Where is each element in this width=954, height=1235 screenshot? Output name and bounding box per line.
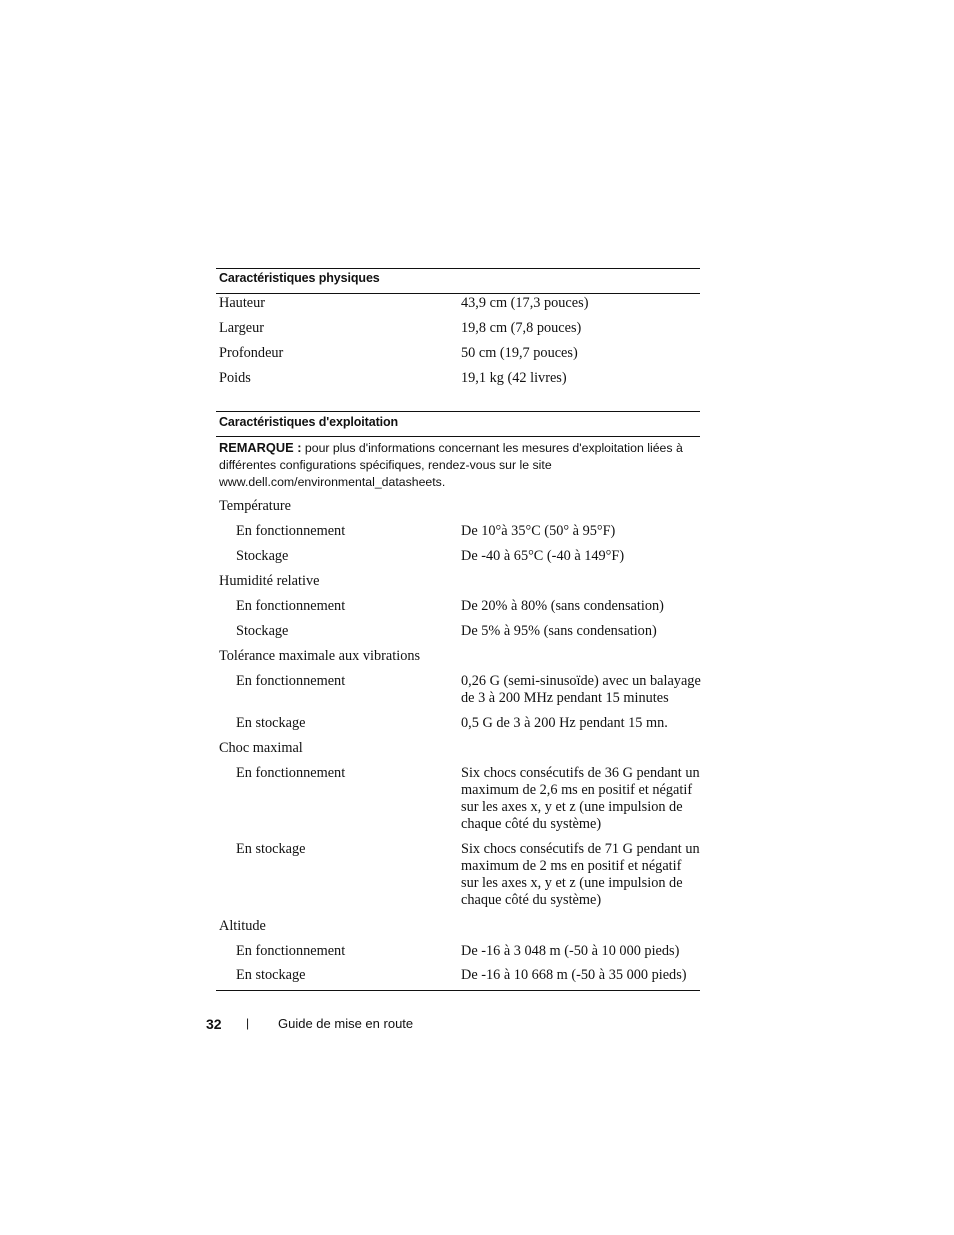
physical-row-label: Profondeur	[219, 345, 284, 361]
altitude-heading: Altitude	[219, 918, 266, 934]
note-text: pour plus d'informations concernant les mesures d'exploitation liées à différentes configurations spécifiques, rendez-vous sur le site	[219, 441, 683, 472]
table-header-rule	[216, 436, 700, 437]
temperature-row-label: Stockage	[236, 548, 289, 564]
physical-row-value: 50 cm (19,7 pouces)	[461, 345, 578, 361]
shock-row-value: Six chocs consécutifs de 71 G pendant un maximum de 2 ms en positif et négatif sur les axes x, y et z (une impulsion de chaque côté du système)	[461, 841, 700, 908]
shock-row-label: En stockage	[236, 841, 306, 857]
physical-row-label: Poids	[219, 370, 251, 386]
temperature-row-label: En fonctionnement	[236, 523, 346, 539]
physical-row-value: 19,1 kg (42 livres)	[461, 370, 567, 386]
vibration-row-value: 0,26 G (semi-sinusoïde) avec un balayage de 3 à 200 MHz pendant 15 minutes	[461, 673, 701, 706]
physical-row-label: Largeur	[219, 320, 264, 336]
physical-row-value: 43,9 cm (17,3 pouces)	[461, 295, 589, 311]
vibration-row-value: 0,5 G de 3 à 200 Hz pendant 15 mn.	[461, 715, 668, 731]
humidity-row-value: De 5% à 95% (sans condensation)	[461, 623, 657, 639]
note-label: REMARQUE :	[219, 440, 302, 455]
humidity-row-label: En fonctionnement	[236, 598, 346, 614]
note-end: .	[441, 475, 446, 489]
vibration-row-label: En fonctionnement	[236, 673, 346, 689]
humidity-row-label: Stockage	[236, 623, 289, 639]
shock-row-value: Six chocs consécutifs de 36 G pendant un maximum de 2,6 ms en positif et négatif sur les axes x, y et z (une impulsion de chaque côté du système)	[461, 765, 700, 832]
altitude-row-value: De -16 à 10 668 m (-50 à 35 000 pieds)	[461, 967, 687, 983]
page-number: 32	[206, 1016, 222, 1032]
table-top-rule	[216, 268, 700, 269]
temperature-heading: Température	[219, 498, 292, 514]
altitude-row-value: De -16 à 3 048 m (-50 à 10 000 pieds)	[461, 943, 680, 959]
environmental-section-title: Caractéristiques d'exploitation	[219, 415, 399, 429]
altitude-row-label: En stockage	[236, 967, 306, 983]
table-top-rule	[216, 411, 700, 412]
footer-separator: |	[246, 1016, 250, 1030]
shock-row-label: En fonctionnement	[236, 765, 346, 781]
table-bottom-rule	[216, 990, 700, 991]
altitude-row-label: En fonctionnement	[236, 943, 346, 959]
vibration-heading: Tolérance maximale aux vibrations	[219, 648, 421, 664]
datasheets-link[interactable]: www.dell.com/environmental_datasheets	[219, 475, 442, 489]
shock-heading: Choc maximal	[219, 740, 303, 756]
humidity-heading: Humidité relative	[219, 573, 320, 589]
note-remark	[219, 439, 689, 491]
vibration-row-label: En stockage	[236, 715, 306, 731]
temperature-row-value: De -40 à 65°C (-40 à 149°F)	[461, 548, 625, 564]
footer-title: Guide de mise en route	[278, 1016, 414, 1031]
temperature-row-value: De 10°à 35°C (50° à 95°F)	[461, 523, 616, 539]
physical-row-label: Hauteur	[219, 295, 266, 311]
humidity-row-value: De 20% à 80% (sans condensation)	[461, 598, 664, 614]
physical-row-value: 19,8 cm (7,8 pouces)	[461, 320, 582, 336]
table-header-rule	[216, 293, 700, 294]
physical-section-title: Caractéristiques physiques	[219, 271, 380, 285]
